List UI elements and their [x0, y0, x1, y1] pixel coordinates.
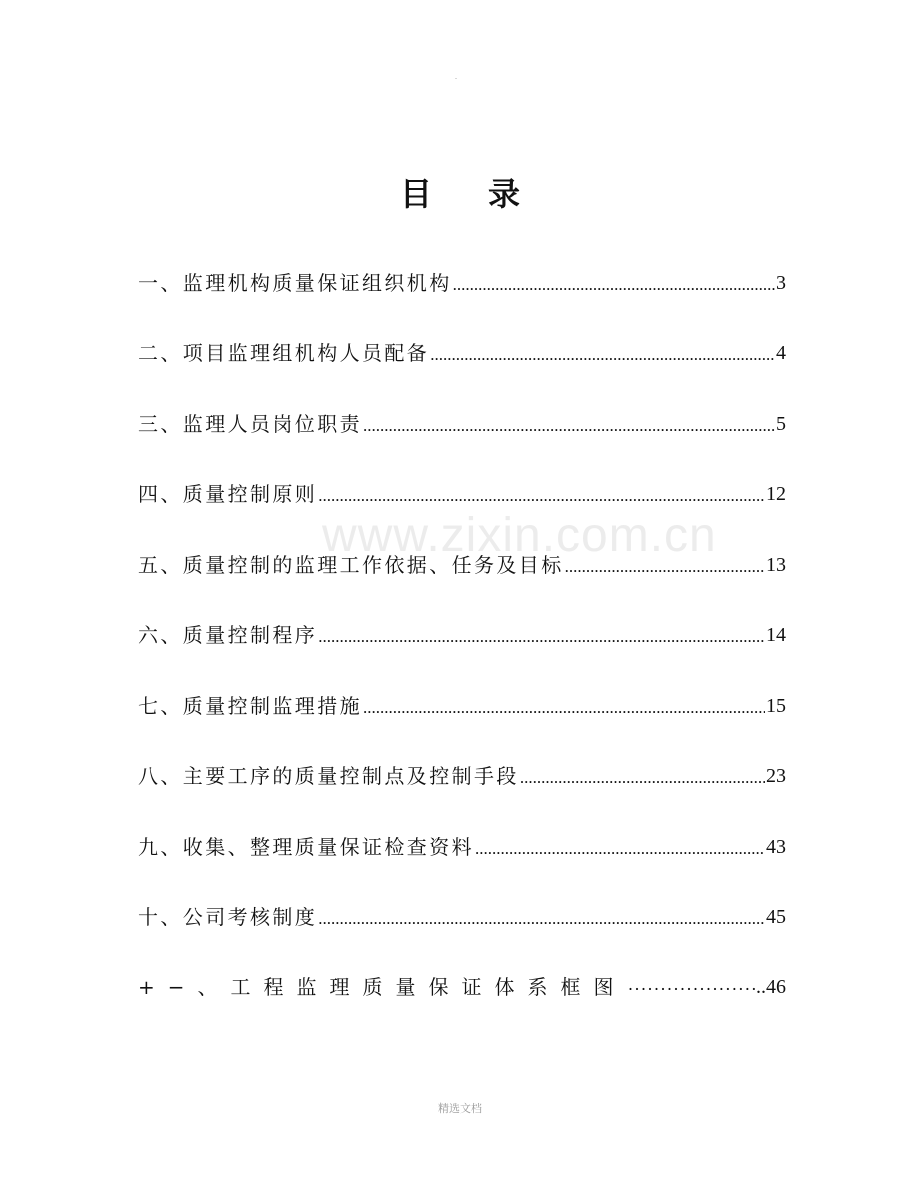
toc-item-6[interactable]: [138, 605, 786, 676]
toc-item-1[interactable]: [138, 252, 786, 323]
toc-item-5[interactable]: [138, 534, 786, 605]
watermark: www.zixin.com.cn: [322, 509, 717, 562]
toc-label: 一、监理机构质量保证组织机构: [138, 270, 452, 295]
toc-label: 七、质量控制监理措施: [138, 693, 362, 718]
toc-page-number: 13: [766, 553, 786, 576]
toc-page-number: ..46: [756, 976, 786, 998]
toc-leader: [628, 979, 755, 999]
toc-leader: [430, 345, 775, 365]
toc-item-7[interactable]: [138, 675, 786, 746]
toc-label: 六、质量控制程序: [138, 623, 318, 647]
header-dot: .: [455, 72, 457, 81]
toc-item-10[interactable]: [138, 887, 786, 958]
toc-item-8[interactable]: [138, 746, 786, 817]
toc-leader: [318, 909, 765, 929]
toc-label: 五、质量控制的监理工作依据、任务及目标: [138, 552, 564, 577]
toc-page-number: 23: [766, 765, 786, 787]
toc-page-number: 12: [766, 483, 786, 505]
toc-label: 三、监理人员岗位职责: [138, 411, 362, 436]
toc-label: 八、主要工序的质量控制点及控制手段: [138, 764, 519, 788]
toc-label: 九、收集、整理质量保证检查资料: [138, 834, 474, 859]
toc-label: 十、公司考核制度: [138, 905, 318, 929]
toc-leader: [520, 768, 765, 788]
page-title: 目录: [399, 175, 576, 213]
toc-label: 二、项目监理组机构人员配备: [138, 341, 430, 365]
toc-page-number: 5: [776, 412, 786, 435]
toc-page-number: 4: [776, 342, 786, 364]
toc-page-number: 15: [766, 694, 786, 717]
toc-page-number: 43: [766, 835, 786, 858]
toc-item-2[interactable]: [138, 323, 786, 394]
toc-item-9[interactable]: [138, 816, 786, 887]
toc-leader: [318, 486, 765, 506]
toc-leader: [475, 839, 765, 859]
toc-leader: [363, 698, 765, 718]
toc-page-number: 14: [766, 624, 786, 646]
page-footer: 精选文档: [438, 1102, 482, 1115]
toc-leader: [318, 627, 765, 647]
toc-item-3[interactable]: [138, 393, 786, 464]
toc-leader: [565, 557, 765, 577]
toc-label: +−、工程监理质量保证体系框图: [138, 975, 627, 999]
toc-item-4[interactable]: [138, 464, 786, 535]
toc-leader: [363, 416, 775, 436]
toc-page-number: 45: [766, 906, 786, 928]
toc-leader: [453, 275, 775, 295]
toc-label: 四、质量控制原则: [138, 482, 318, 506]
table-of-contents: [138, 252, 786, 1009]
toc-item-11[interactable]: [138, 957, 786, 1009]
toc-page-number: 3: [776, 271, 786, 294]
